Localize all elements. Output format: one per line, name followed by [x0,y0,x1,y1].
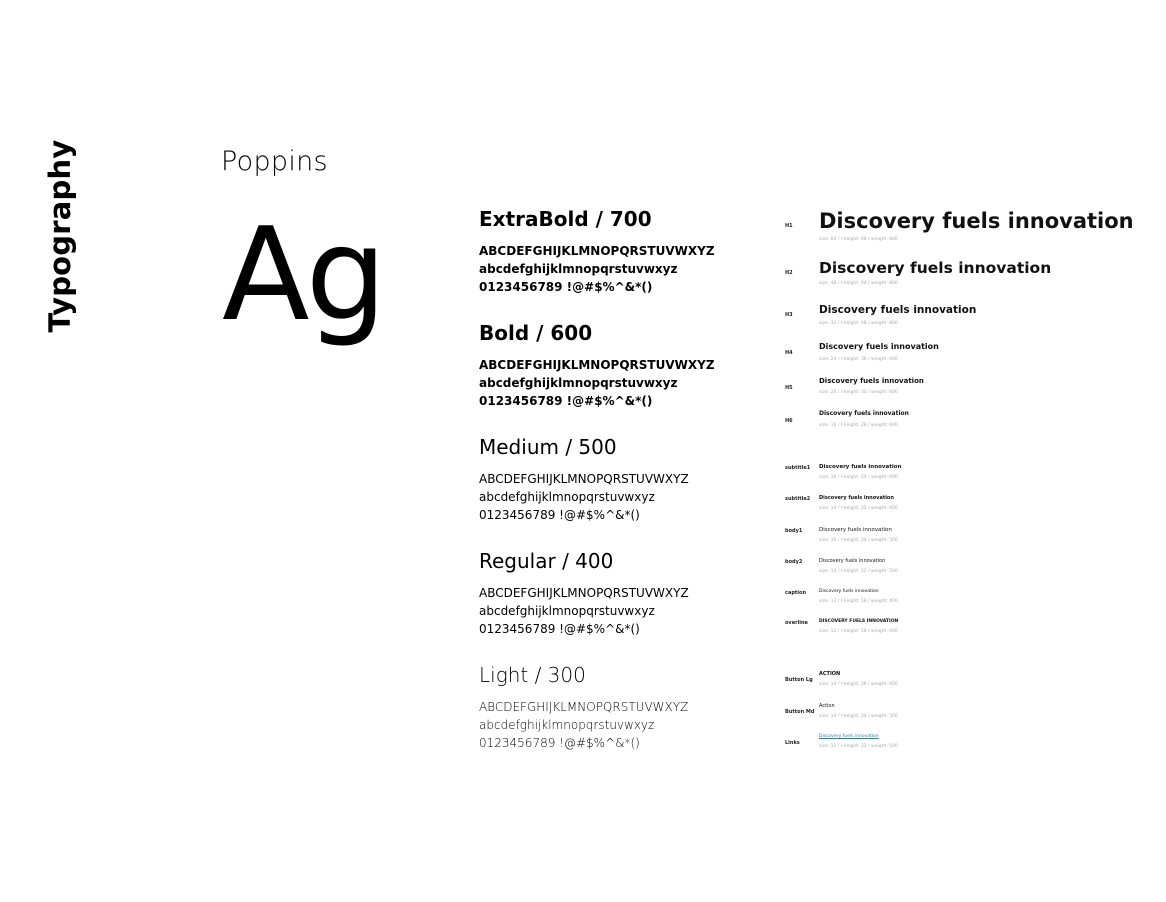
scale-meta: size: 14 / l-height: 22 / weight: 500 [819,569,898,574]
font-weights [479,204,759,774]
digits-sample: 0123456789 !@#$%^&*() [479,394,653,408]
scale-meta: size: 32 / l-height: 48 / weight: 800 [819,321,898,326]
scale-meta: size: 16 / l-height: 28 / weight: 600 [819,423,898,428]
scale-label: H2 [785,270,793,276]
scale-meta: size: 12 / l-height: 18 / weight: 600 [819,629,898,634]
lowercase-sample: abcdefghijklmnopqrstuvwxyz [479,376,678,390]
scale-meta: size: 14 / l-height: 26 / weight: 600 [819,682,898,687]
scale-label: H5 [785,385,793,391]
weight-extrabold [479,204,759,318]
scale-label: subtitle2 [785,496,811,502]
font-name: Poppins [221,146,328,177]
lowercase-sample: abcdefghijklmnopqrstuvwxyz [479,718,655,732]
weight-title: ExtraBold / 700 [479,207,652,231]
weight-regular [479,546,759,660]
scale-sample: Discovery fuels innovation [819,495,894,501]
scale-meta: size: 14 / l-height: 24 / weight: 500 [819,714,898,719]
scale-label: H1 [785,223,793,229]
scale-meta: size: 24 / l-height: 36 / weight: 600 [819,357,898,362]
scale-sample: Action [819,703,835,709]
weight-title: Bold / 600 [479,321,593,345]
lowercase-sample: abcdefghijklmnopqrstuvwxyz [479,604,655,618]
weight-light [479,660,759,774]
scale-meta: size: 12 / l-height: 18 / weight: 400 [819,599,898,604]
weight-title: Regular / 400 [479,549,614,573]
digits-sample: 0123456789 !@#$%^&*() [479,508,640,522]
scale-label: body1 [785,528,803,534]
scale-sample: Discovery fuels innovation [819,342,939,351]
scale-sample: Discovery fuels innovation [819,589,879,594]
glyph-sample: Ag [222,201,383,350]
scale-label: Links [785,740,800,746]
scale-sample: Discovery fuels innovation [819,377,924,385]
scale-meta: size: 12 / l-height: 22 / weight: 500 [819,744,898,749]
digits-sample: 0123456789 !@#$%^&*() [479,622,640,636]
uppercase-sample: ABCDEFGHIJKLMNOPQRSTUVWXYZ [479,358,715,372]
scale-label: overline [785,620,808,626]
weight-title: Light / 300 [479,663,586,687]
lowercase-sample: abcdefghijklmnopqrstuvwxyz [479,262,678,276]
scale-sample: Discovery fuels innovation [819,558,886,564]
weight-medium [479,432,759,546]
scale-sample: Discovery fuels innovation [819,527,892,533]
scale-label: H3 [785,312,793,318]
uppercase-sample: ABCDEFGHIJKLMNOPQRSTUVWXYZ [479,700,689,714]
scale-meta: size: 16 / l-height: 24 / weight: 600 [819,475,898,480]
page-title-text: Typography [43,139,77,333]
scale-label: body2 [785,559,803,565]
scale-label: caption [785,590,807,596]
scale-meta: size: 14 / l-height: 22 / weight: 600 [819,506,898,511]
weight-title: Medium / 500 [479,435,617,459]
scale-meta: size: 16 / l-height: 24 / weight: 500 [819,538,898,543]
digits-sample: 0123456789 !@#$%^&*() [479,280,653,294]
digits-sample: 0123456789 !@#$%^&*() [479,736,640,750]
scale-sample: ACTION [819,671,841,677]
scale-meta: size: 64 / l-height: 68 / weight: 800 [819,237,898,242]
scale-sample: Discovery fuels innovation [819,464,902,470]
scale-sample: DISCOVERY FUELS INNOVATION [819,619,899,624]
uppercase-sample: ABCDEFGHIJKLMNOPQRSTUVWXYZ [479,244,715,258]
scale-label: subtitle1 [785,465,811,471]
uppercase-sample: ABCDEFGHIJKLMNOPQRSTUVWXYZ [479,586,689,600]
uppercase-sample: ABCDEFGHIJKLMNOPQRSTUVWXYZ [479,472,689,486]
page-title [40,139,80,333]
scale-sample: Discovery fuels innovation [819,209,1134,233]
scale-meta: size: 48 / l-height: 64 / weight: 800 [819,281,898,286]
lowercase-sample: abcdefghijklmnopqrstuvwxyz [479,490,655,504]
scale-meta: size: 20 / l-height: 30 / weight: 600 [819,390,898,395]
link-sample[interactable]: Discovery fuels innovation [819,734,879,739]
scale-label: Button Md [785,709,815,715]
scale-sample: Discovery fuels innovation [819,304,977,316]
scale-label: Button Lg [785,677,813,683]
scale-label: H6 [785,418,793,424]
scale-sample: Discovery fuels innovation [819,259,1052,277]
weight-bold [479,318,759,432]
scale-label: H4 [785,350,793,356]
scale-sample: Discovery fuels innovation [819,410,909,417]
